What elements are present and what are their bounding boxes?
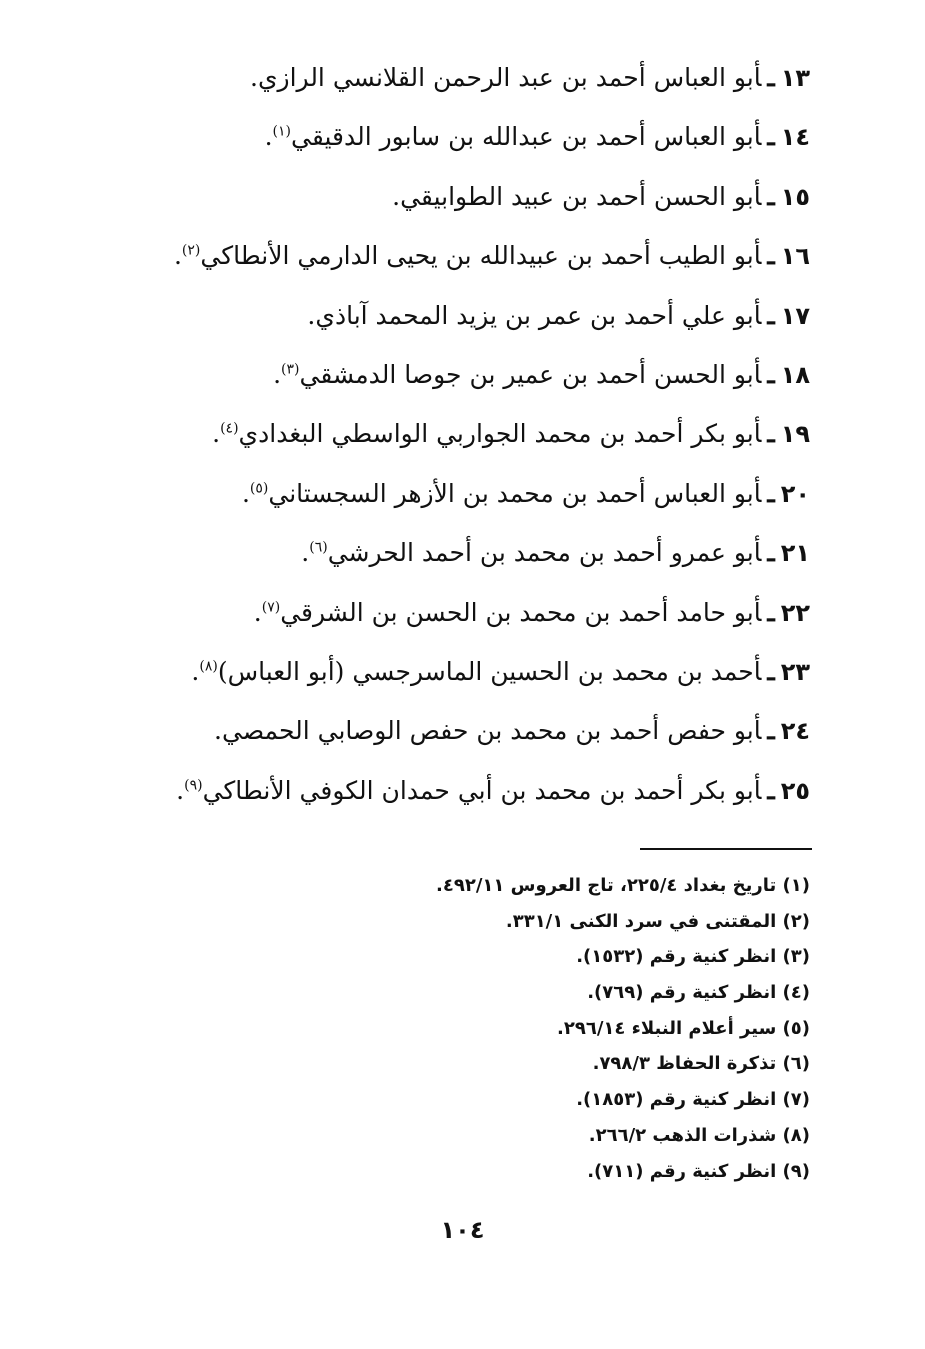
entry-15 xyxy=(90,167,810,226)
footnote-ref: (٤) xyxy=(220,421,239,438)
entry-number: ١٨ xyxy=(780,360,810,389)
footnote-6: (٦) تذكرة الحفاظ ٧٩٨/٣. xyxy=(592,1053,810,1075)
entry-17 xyxy=(90,286,810,345)
entry-text: أبو العباس أحمد بن عبد الرحمن القلانسي الرازي xyxy=(257,63,762,92)
entry-number: ٢٢ xyxy=(780,598,810,627)
entry-dash: ـ xyxy=(767,181,775,211)
footnote-2: (٢) المقتنى في سرد الكنى ٣٣١/١. xyxy=(505,910,810,932)
footnote-ref: (٨) xyxy=(199,658,218,675)
entry-text: أبو علي أحمد بن عمر بن يزيد المحمد آباذي xyxy=(315,300,762,330)
footnote-4: (٤) انظر كنية رقم (٧٦٩). xyxy=(587,982,810,1004)
footnote-ref: (٢) xyxy=(181,242,201,259)
footnote-ref: (٥) xyxy=(249,480,269,497)
entry-text: أبو بكر أحمد بن محمد بن أبي حمدان الكوفي الأنطاكي xyxy=(202,775,762,805)
entry-14 xyxy=(90,107,810,166)
entry-end: . xyxy=(173,241,182,271)
entry-end: . xyxy=(273,359,282,389)
entry-number: ١٥ xyxy=(780,182,810,211)
entry-text: أحمد بن محمد بن الحسين الماسرجسي (أبو العباس) xyxy=(217,656,762,686)
entry-number: ١٦ xyxy=(780,242,810,271)
entry-21 xyxy=(90,523,810,582)
entry-25 xyxy=(90,761,810,820)
entry-18 xyxy=(90,345,810,404)
entry-dash: ـ xyxy=(767,538,775,568)
entry-number: ٢٣ xyxy=(780,657,810,686)
entry-dash: ـ xyxy=(767,716,775,746)
entry-number: ٢٠ xyxy=(780,479,810,508)
entry-end: . xyxy=(212,419,221,449)
entry-end: . xyxy=(301,538,310,568)
entry-end: . xyxy=(392,181,401,211)
entry-number: ٢٤ xyxy=(780,717,810,746)
entry-text: أبو عمرو أحمد بن محمد بن أحمد الحرشي xyxy=(327,538,762,568)
entry-24 xyxy=(90,701,810,760)
entry-dash: ـ xyxy=(767,241,775,271)
entry-end: . xyxy=(191,656,200,686)
entry-text: أبو العباس أحمد بن محمد بن الأزهر السجستاني xyxy=(268,478,762,508)
entry-number: ١٧ xyxy=(780,301,810,330)
entry-text: أبو الحسن أحمد بن عمير بن جوصا الدمشقي xyxy=(299,359,762,389)
entry-text: أبو حامد أحمد بن محمد بن الحسن بن الشرقي xyxy=(280,597,762,627)
entry-dash: ـ xyxy=(767,656,775,686)
entry-number: ١٣ xyxy=(780,64,810,92)
entry-dash: ـ xyxy=(767,775,775,805)
entry-20 xyxy=(90,464,810,523)
entry-end: . xyxy=(214,716,222,746)
footnote-1: (١) تاريخ بغداد ٢٢٥/٤، تاج العروس ٤٩٢/١١. xyxy=(436,875,810,896)
entry-text: أبو الطيب أحمد بن عبيدالله بن يحيى الدارمي الأنطاكي xyxy=(200,241,762,271)
entry-dash: ـ xyxy=(767,122,775,152)
entry-dash: ـ xyxy=(767,359,775,389)
footnote-3: (٣) انظر كنية رقم (١٥٣٢). xyxy=(576,946,810,968)
entry-13 xyxy=(90,48,810,107)
footnote-ref: (٧) xyxy=(261,599,281,616)
entry-text: أبو حفص أحمد بن محمد بن حفص الوصابي الحمصي xyxy=(222,716,762,746)
footnote-5: (٥) سير أعلام النبلاء ٢٩٦/١٤. xyxy=(557,1017,810,1039)
footnote-ref: (٦) xyxy=(309,539,328,556)
entry-end: . xyxy=(307,300,316,330)
entry-23 xyxy=(90,642,810,701)
footnote-ref: (٩) xyxy=(184,777,203,794)
entry-number: ٢١ xyxy=(780,539,810,568)
footnotes-list xyxy=(110,868,810,1189)
entry-end: . xyxy=(253,597,262,627)
entry-number: ٢٥ xyxy=(780,776,810,805)
entry-end: . xyxy=(264,122,273,152)
footnote-7: (٧) انظر كنية رقم (١٨٥٣). xyxy=(576,1089,810,1111)
footnote-9: (٩) انظر كنية رقم (٧١١). xyxy=(587,1160,810,1182)
footnote-divider xyxy=(640,848,812,850)
entry-16 xyxy=(90,226,810,285)
entry-dash: ـ xyxy=(767,597,775,627)
entry-dash: ـ xyxy=(767,419,775,449)
entry-dash: ـ xyxy=(767,300,775,330)
entry-19 xyxy=(90,404,810,463)
entry-end: . xyxy=(241,478,250,508)
entry-end: . xyxy=(176,775,185,805)
footnote-ref: (٣) xyxy=(281,361,300,378)
footnote-ref: (١) xyxy=(272,124,291,141)
entry-number: ١٤ xyxy=(780,123,810,152)
entry-22 xyxy=(90,583,810,642)
entries-list xyxy=(90,48,810,820)
entry-dash: ـ xyxy=(767,63,775,92)
entry-text: أبو العباس أحمد بن عبدالله بن سابور الدقيقي xyxy=(291,122,762,152)
entry-end: . xyxy=(249,63,258,92)
entry-text: أبو بكر أحمد بن محمد الجواربي الواسطي البغدادي xyxy=(238,419,762,449)
entry-number: ١٩ xyxy=(780,420,810,449)
entry-dash: ـ xyxy=(767,478,775,508)
entry-text: أبو الحسن أحمد بن عبيد الطوابيقي xyxy=(400,181,762,211)
page-number: ١٠٤ xyxy=(440,1216,485,1244)
footnote-8: (٨) شذرات الذهب ٢٦٦/٢. xyxy=(588,1124,810,1146)
